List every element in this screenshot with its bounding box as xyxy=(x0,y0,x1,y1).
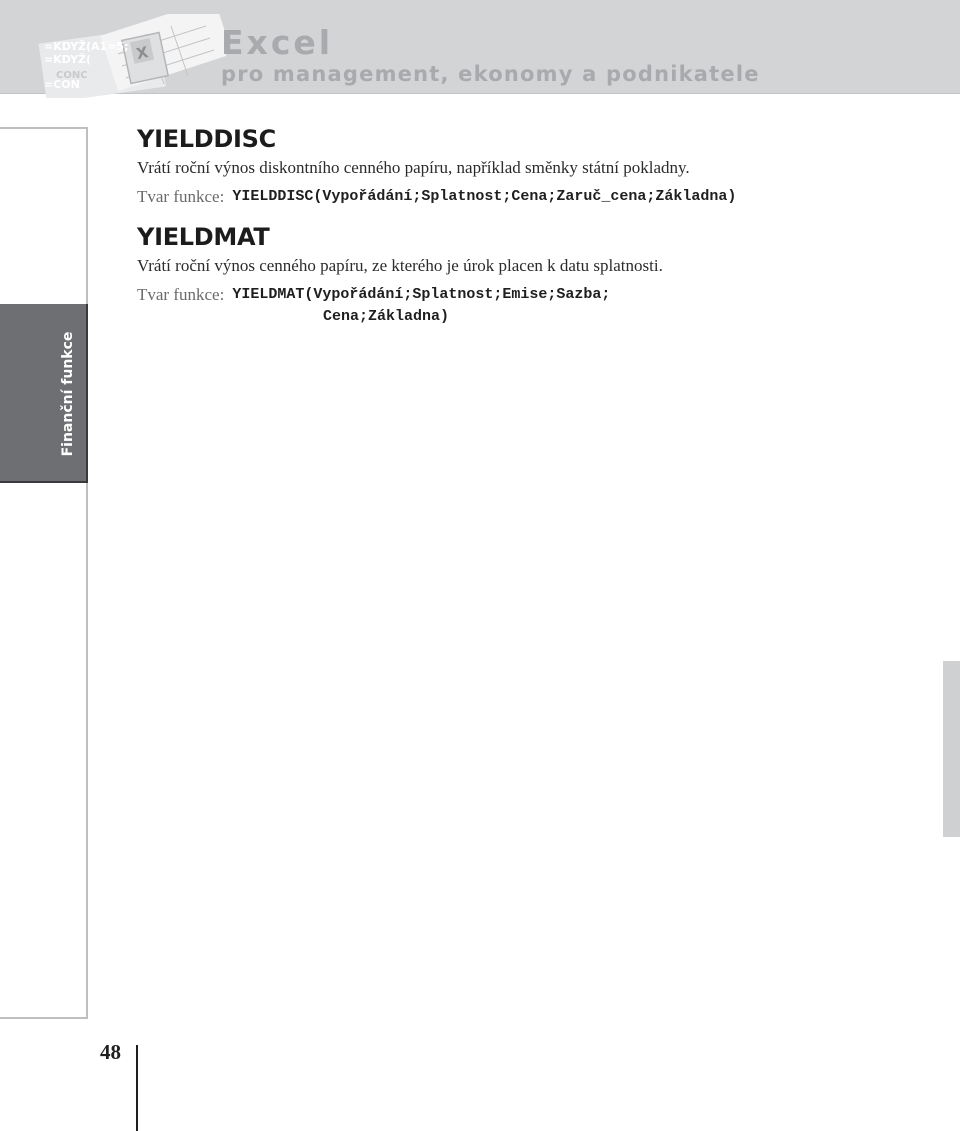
svg-text:X: X xyxy=(134,42,150,64)
function-syntax xyxy=(137,186,937,208)
function-description: Vrátí roční výnos diskontního cenného papíru, například směnky státní pokladny. xyxy=(137,158,690,177)
syntax-label: Tvar funkce: xyxy=(137,285,225,304)
function-entry-yielddisc xyxy=(137,124,937,208)
syntax-code: YIELDDISC(Vypořádání;Splatnost;Cena;Zaruč_cena;Základna) xyxy=(232,188,737,205)
svg-text:=CON: =CON xyxy=(44,78,80,91)
syntax-code-continuation: Cena;Základna) xyxy=(323,308,450,325)
syntax-code: YIELDMAT(Vypořádání;Splatnost;Emise;Sazba; xyxy=(232,286,611,303)
function-entry-yieldmat xyxy=(137,222,937,328)
function-heading: YIELDDISC xyxy=(137,125,276,153)
function-heading: YIELDMAT xyxy=(137,223,270,251)
book-title: Excel xyxy=(221,23,334,62)
page-number: 48 xyxy=(100,1040,121,1064)
excel-logo-collage-icon xyxy=(36,14,226,98)
page-edge-marker xyxy=(943,661,960,837)
book-subtitle: pro management, ekonomy a podnikatele xyxy=(221,62,760,86)
svg-text:=KDYŽ(: =KDYŽ( xyxy=(44,53,92,66)
chapter-tab-label: Finanční funkce xyxy=(60,331,76,457)
function-description: Vrátí roční výnos cenného papíru, ze kterého je úrok placen k datu splatnosti. xyxy=(137,256,663,275)
syntax-label: Tvar funkce: xyxy=(137,187,225,206)
footer-rule xyxy=(136,1045,138,1131)
function-syntax xyxy=(137,284,937,306)
page-content xyxy=(137,124,937,328)
page-left-frame xyxy=(0,127,88,1019)
svg-text:CONC: CONC xyxy=(56,70,88,81)
svg-text:=KDYŽ(A1=5;: =KDYŽ(A1=5; xyxy=(44,40,129,53)
